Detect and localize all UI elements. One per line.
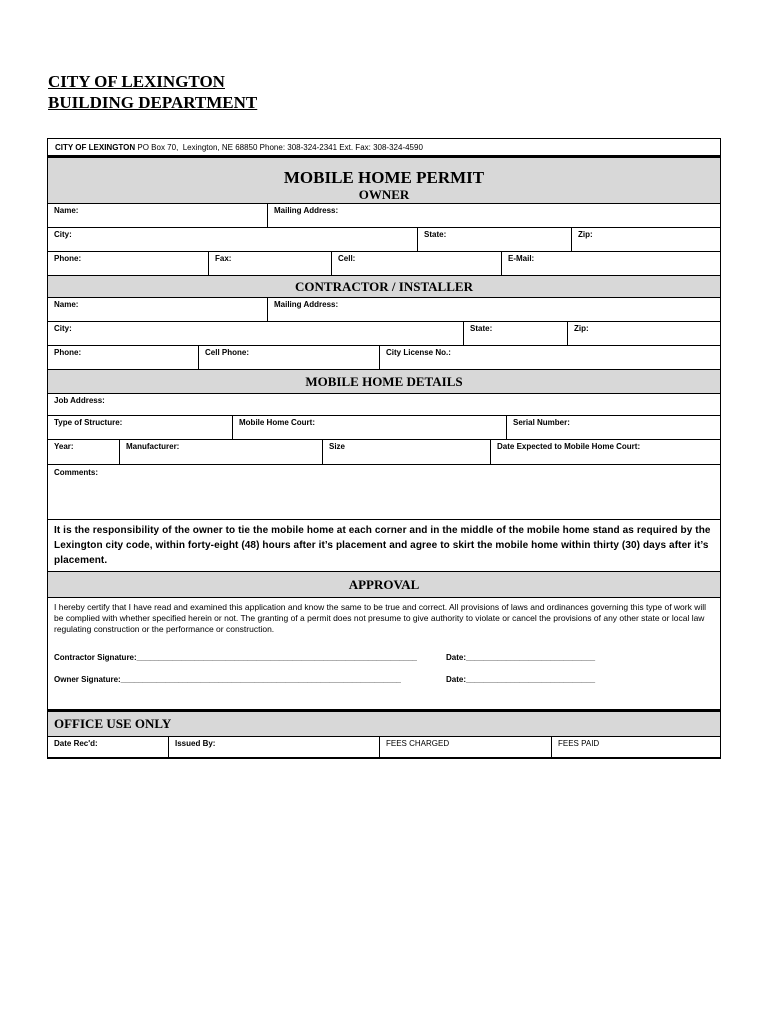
approval-heading: APPROVAL [48,571,720,597]
contractor-zip-field[interactable]: Zip: [567,322,720,345]
fees-charged-field[interactable]: FEES CHARGED [379,737,551,757]
address-city: CITY OF LEXINGTON [55,142,136,152]
owner-email-field[interactable]: E-Mail: [501,252,720,275]
structure-type-field[interactable]: Type of Structure: [54,418,123,427]
owner-state-field[interactable]: State: [417,228,571,251]
contractor-city-field[interactable]: City: [54,324,72,333]
owner-date-line[interactable]: Date:_____________________________ [446,675,596,684]
owner-heading: OWNER [358,187,410,202]
size-field[interactable]: Size [322,440,490,464]
title-band [48,155,720,203]
issued-by-field[interactable]: Issued By: [168,737,379,757]
date-received-field[interactable]: Date Rec'd: [54,739,98,748]
serial-number-field[interactable]: Serial Number: [506,416,720,439]
approval-certification: I hereby certify that I have read and examined this application and know the same to be true and correct. All provisions of laws and ordinances governing this type of work will be complied with whether specified herein or not. The granting of a permit does not presume to give authority to violate or cancel the provisions of any other state or local law regulating construction or the performance or construction. [54,602,707,634]
address-details: PO Box 70, Lexington, NE 68850 Phone: 308-324-2341 Ext. Fax: 308-324-4590 [135,142,423,152]
details-heading: MOBILE HOME DETAILS [48,369,720,393]
contractor-phone-field[interactable]: Phone: [54,348,82,357]
comments-field[interactable]: Comments: [54,468,99,477]
date-expected-field[interactable]: Date Expected to Mobile Home Court: [490,440,720,464]
owner-cell-field[interactable]: Cell: [331,252,501,275]
contractor-name-field[interactable]: Name: [54,300,79,309]
job-address-field[interactable]: Job Address: [54,396,105,405]
manufacturer-field[interactable]: Manufacturer: [119,440,322,464]
permit-form [47,138,721,759]
address-line [48,139,720,155]
fees-paid-field[interactable]: FEES PAID [551,737,720,757]
contractor-signature-line[interactable]: Contractor Signature:_______________________________________________________________ [54,653,417,662]
year-field[interactable]: Year: [54,442,74,451]
owner-mailing-field[interactable]: Mailing Address: [267,204,720,227]
header-department: BUILDING DEPARTMENT [48,93,258,112]
contractor-license-field[interactable]: City License No.: [379,346,720,369]
contractor-date-line[interactable]: Date:_____________________________ [446,653,596,662]
office-use-heading: OFFICE USE ONLY [48,709,720,736]
tie-down-notice: It is the responsibility of the owner to tie the mobile home at each corner and in the middle of the mobile home stand as required by the Lexington city code, within forty-eight (48) hours after it’s placement and agree to skirt the mobile home within thirty (30) days after it’s placement. [54,525,711,566]
owner-signature-line[interactable]: Owner Signature:_______________________________________________________________ [54,675,401,684]
contractor-heading: CONTRACTOR / INSTALLER [48,275,720,297]
mobile-home-court-field[interactable]: Mobile Home Court: [232,416,506,439]
owner-zip-field[interactable]: Zip: [571,228,720,251]
header-city: CITY OF LEXINGTON [48,72,225,91]
owner-phone-field[interactable]: Phone: [54,254,82,263]
owner-fax-field[interactable]: Fax: [208,252,331,275]
contractor-mailing-field[interactable]: Mailing Address: [267,298,720,321]
contractor-state-field[interactable]: State: [463,322,567,345]
contractor-cell-phone-field[interactable]: Cell Phone: [198,346,379,369]
owner-city-field[interactable]: City: [54,230,72,239]
owner-name-field[interactable]: Name: [54,206,79,215]
form-title: MOBILE HOME PERMIT [283,168,485,187]
